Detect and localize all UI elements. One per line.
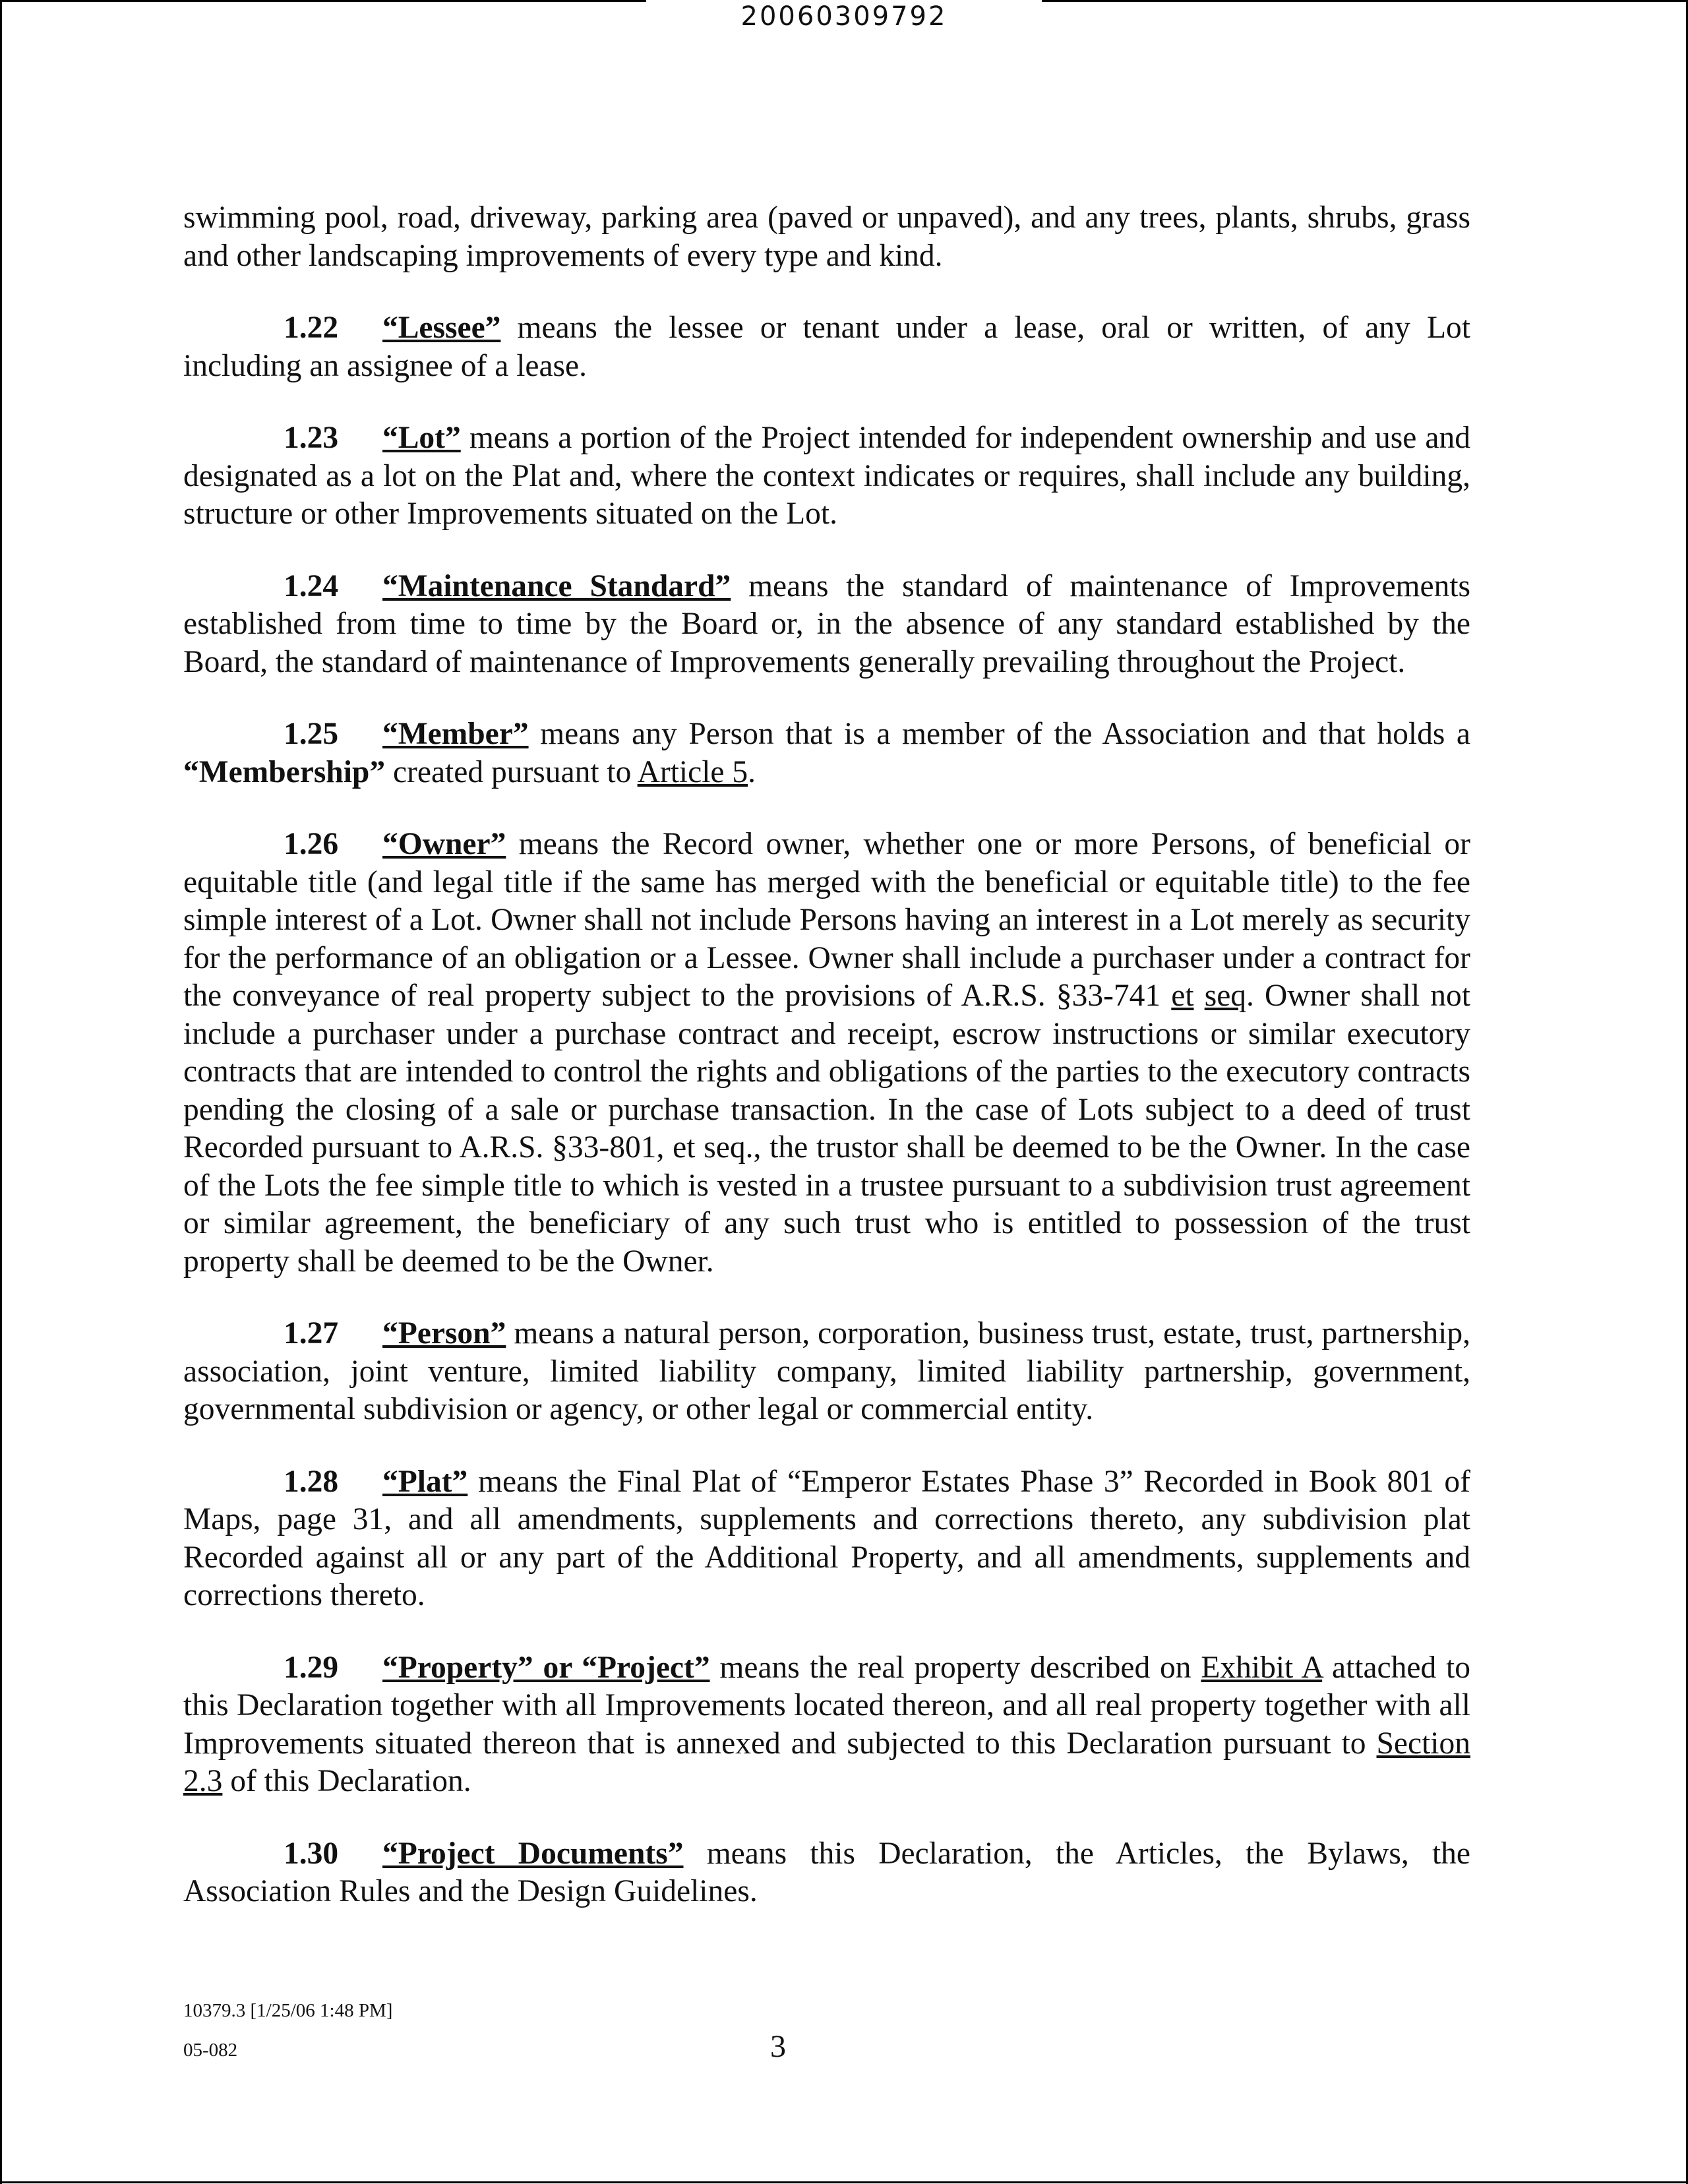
section-1-26 xyxy=(183,826,1470,1281)
article-5-reference: Article 5 xyxy=(637,754,748,789)
defined-term: “Maintenance Standard” xyxy=(382,568,731,603)
definition-text: means a natural person, corporation, business trust, estate, trust, partnership, association, joint venture, limited liability company, limited liability partnership, government, governmental subdivision or agency, or other legal or commercial entity. xyxy=(183,1316,1470,1426)
definition-text: of this Declaration. xyxy=(222,1764,471,1798)
section-number: 1.24 xyxy=(284,568,339,603)
definition-text: means a portion of the Project intended for independent ownership and use and designated as a lot on the Plat and, where the context indicates or requires, shall include any building, structure or other Improvements situated on the Lot. xyxy=(183,421,1470,531)
definition-text: means the real property described on xyxy=(709,1650,1201,1685)
section-1-30 xyxy=(183,1835,1470,1911)
section-1-29 xyxy=(183,1649,1470,1801)
section-2-3-reference: Section 2.3 xyxy=(183,1726,1470,1798)
section-1-23 xyxy=(183,419,1470,533)
definition-text: means the standard of maintenance of Improvements established from time to time by the Board or, in the absence of any standard established by the Board, the standard of maintenance of Improvements generally prevailing throughout the Project. xyxy=(183,568,1470,679)
section-number: 1.28 xyxy=(284,1464,339,1499)
definition-text: means the Final Plat of “Emperor Estates Phase 3” Recorded in Book 801 of Maps, page 31, and all amendments, supplements and corrections thereto, any subdivision plat Recorded against all or any part of the Additional Property, and all amendments, supplements and corrections thereto. xyxy=(183,1464,1470,1612)
definition-text: created pursuant to xyxy=(385,754,638,789)
section-number: 1.22 xyxy=(284,311,339,345)
seq-reference: seq xyxy=(1204,979,1247,1013)
intro-paragraph: swimming pool, road, driveway, parking area (paved or unpaved), and any trees, plants, shrubs, grass and other landscaping improvements of every type and kind. xyxy=(183,200,1470,273)
section-1-27 xyxy=(183,1315,1470,1429)
footer-file-code: 05-082 xyxy=(183,2040,238,2061)
section-number: 1.25 xyxy=(284,717,339,751)
defined-term: “Member” xyxy=(382,717,529,751)
membership-term: “Membership” xyxy=(183,754,386,789)
defined-term: “Lot” xyxy=(382,421,461,455)
document-body xyxy=(183,199,1470,1945)
section-number: 1.29 xyxy=(284,1650,339,1685)
footer-document-reference: 10379.3 [1/25/06 1:48 PM] xyxy=(183,2000,393,2021)
defined-term: “Person” xyxy=(382,1316,506,1350)
section-number: 1.26 xyxy=(284,827,339,861)
section-1-25 xyxy=(183,715,1470,791)
defined-term: “Project Documents” xyxy=(382,1836,684,1871)
frame-bottom-rule xyxy=(0,2181,1688,2183)
spacer xyxy=(1194,979,1205,1013)
exhibit-a-reference: Exhibit A xyxy=(1201,1650,1323,1685)
definition-text: attached to this Declaration together with all Improvements located thereon, and all real property together with all Improvements situated thereon that is annexed and subjected to this Declaration pursuant to xyxy=(183,1650,1470,1761)
defined-term: “Owner” xyxy=(382,827,506,861)
definition-text: . Owner shall not include a purchaser under a purchase contract and receipt, escrow instructions or similar executory contracts that are intended to control the rights and obligations of the parties to the executory contracts pending the closing of a sale or purchase transaction. In the case of Lots subject to a deed of trust Recorded pursuant to A.R.S. §33-801, et seq., the trustor shall be deemed to be the Owner. In the case of the Lots the fee simple title to which is vested in a trustee pursuant to a subdivision trust agreement or similar agreement, the beneficiary of any such trust who is entitled to possession of the trust property shall be deemed to be the Owner. xyxy=(183,979,1470,1279)
definition-text: . xyxy=(748,754,756,789)
defined-term: “Lessee” xyxy=(382,311,501,345)
et-reference: et xyxy=(1171,979,1194,1013)
defined-term: “Plat” xyxy=(382,1464,468,1499)
section-number: 1.27 xyxy=(284,1316,339,1350)
definition-text: means the lessee or tenant under a lease, oral or written, of any Lot including an assignee of a lease. xyxy=(183,311,1470,383)
recording-number: 20060309792 xyxy=(740,1,948,32)
section-number: 1.30 xyxy=(284,1836,339,1871)
page-number: 3 xyxy=(770,2029,786,2064)
definition-text: means the Record owner, whether one or more Persons, of beneficial or equitable title (and legal title if the same has merged with the beneficial or equitable title) to the fee simple interest of a Lot. Owner shall not include Persons having an interest in a Lot merely as security for the performance of an obligation or a Lessee. Owner shall include a purchaser under a contract for the conveyance of real property subject to the provisions of A.R.S. §33-741 xyxy=(183,827,1470,1013)
definition-text: means any Person that is a member of the Association and that holds a xyxy=(528,717,1470,751)
definition-text: means this Declaration, the Articles, the Bylaws, the Association Rules and the Design Guidelines. xyxy=(183,1836,1471,1908)
section-number: 1.23 xyxy=(284,421,339,455)
section-1-22 xyxy=(183,309,1470,385)
section-1-24 xyxy=(183,568,1470,682)
section-1-28 xyxy=(183,1463,1470,1615)
defined-term: “Property” or “Project” xyxy=(382,1650,710,1685)
frame-left-rule xyxy=(0,0,2,2184)
